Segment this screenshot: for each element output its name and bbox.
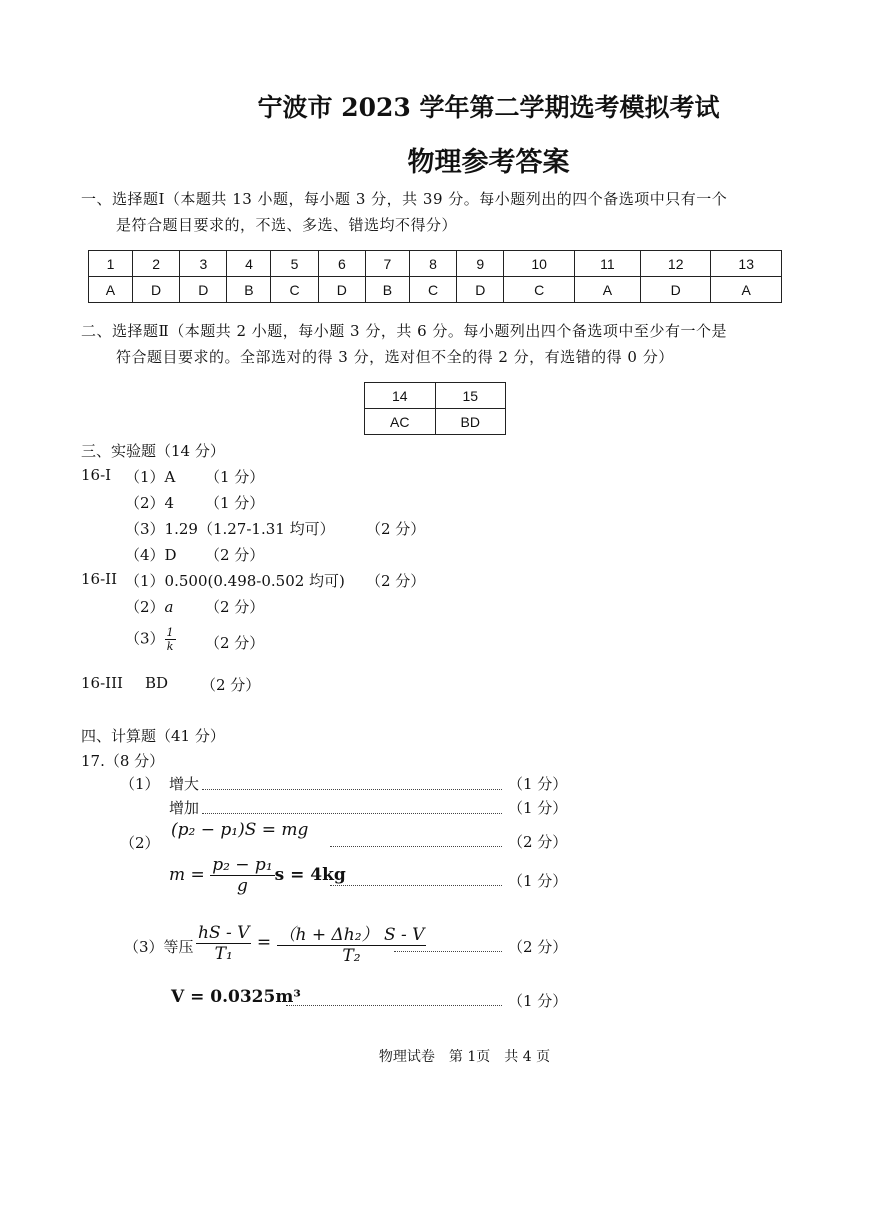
table-row-answers <box>365 409 506 435</box>
item-answer-prefix: （2） <box>125 598 165 616</box>
section3-heading: 三、实验题（14 分） <box>81 442 225 460</box>
page-subtitle: 物理参考答案 <box>407 147 570 178</box>
answer-cell: A <box>711 277 782 303</box>
question-number-cell: 11 <box>574 251 640 277</box>
answer-cell: D <box>640 277 710 303</box>
question-number-cell: 13 <box>711 251 782 277</box>
part-1-answer-a: 增大 <box>169 775 200 793</box>
item-label: 16-I <box>81 466 112 484</box>
item-answer: （4）D <box>125 546 177 564</box>
answer-cell: D <box>457 277 504 303</box>
item-answer-prefix: （3） <box>125 629 165 648</box>
question-17-label: 17.（8 分） <box>81 752 165 770</box>
question-number-cell: 7 <box>365 251 409 277</box>
item-score: （2 分） <box>201 676 261 694</box>
page-title: 宁波市 2023 学年第二学期选考模拟考试 <box>257 93 720 122</box>
item-score: （2 分） <box>205 634 265 652</box>
part-1-number: （1） <box>120 775 160 793</box>
dotted-leader <box>202 789 502 790</box>
item-answer: （3）1.29（1.27-1.31 均可） <box>125 520 335 538</box>
dotted-leader <box>394 951 502 952</box>
answer-cell: B <box>365 277 409 303</box>
dotted-leader <box>202 813 502 814</box>
dotted-leader <box>330 885 502 886</box>
answer-cell: C <box>409 277 456 303</box>
item-score: （1 分） <box>508 872 568 890</box>
variable-a: a <box>164 598 174 616</box>
part-2-number: （2） <box>120 834 160 852</box>
item-score: （2 分） <box>508 833 568 851</box>
question-number-cell: 3 <box>180 251 227 277</box>
answer-cell: BD <box>435 409 506 435</box>
equation-mass <box>169 855 346 896</box>
table-row-numbers <box>365 383 506 409</box>
dotted-leader <box>330 846 502 847</box>
item-score: （2 分） <box>366 572 426 590</box>
item-score: （1 分） <box>508 799 568 817</box>
item-label: 16-II <box>81 570 118 588</box>
section1-instructions-line1: 一、选择题Ⅰ（本题共 13 小题，每小题 3 分，共 39 分。每小题列出的四个备选项中只有一个 <box>81 190 728 208</box>
item-score: （2 分） <box>366 520 426 538</box>
item-label: 16-III <box>81 674 123 692</box>
item-score: （1 分） <box>508 992 568 1010</box>
equals-sign: = <box>256 932 272 953</box>
answer-cell: A <box>89 277 133 303</box>
answer-cell: B <box>227 277 271 303</box>
item-score: （2 分） <box>508 938 568 956</box>
equation-force-balance: (p₂ − p₁)S = mg <box>171 820 309 840</box>
table-row-numbers <box>89 251 782 277</box>
item-answer: （1）0.500(0.498-0.502 均可) <box>125 572 345 590</box>
section2-instructions-line2: 符合题目要求的。全部选对的得 3 分，选对但不全的得 2 分，有选错的得 0 分） <box>116 348 674 366</box>
answer-cell: D <box>132 277 179 303</box>
part-3-number: （3）等压 <box>124 938 194 956</box>
item-answer <box>125 596 174 617</box>
answer-cell: AC <box>365 409 436 435</box>
item-answer: BD <box>145 674 169 692</box>
answer-cell: D <box>180 277 227 303</box>
item-answer: （2）4 <box>125 494 175 512</box>
question-number-cell: 15 <box>435 383 506 409</box>
item-score: （2 分） <box>205 546 265 564</box>
question-number-cell: 9 <box>457 251 504 277</box>
answer-cell: A <box>574 277 640 303</box>
question-number-cell: 1 <box>89 251 133 277</box>
page-footer: 物理试卷 第 1页 共 4 页 <box>378 1049 551 1065</box>
equation-lhs: m = <box>169 865 205 885</box>
item-answer <box>125 626 176 653</box>
answer-cell: C <box>271 277 318 303</box>
item-score: （1 分） <box>205 468 265 486</box>
answer-cell: D <box>318 277 365 303</box>
question-number-cell: 8 <box>409 251 456 277</box>
section4-heading: 四、计算题（41 分） <box>81 727 225 745</box>
item-score: （1 分） <box>205 494 265 512</box>
item-score: （2 分） <box>205 598 265 616</box>
answer-cell: C <box>504 277 574 303</box>
part-1-answer-b: 增加 <box>169 799 200 817</box>
question-number-cell: 5 <box>271 251 318 277</box>
question-number-cell: 10 <box>504 251 574 277</box>
fraction-left: $\frac{hS - V}{\text{T₁}}$ <box>198 922 250 964</box>
table-row-answers <box>89 277 782 303</box>
question-number-cell: 14 <box>365 383 436 409</box>
question-number-cell: 12 <box>640 251 710 277</box>
question-number-cell: 6 <box>318 251 365 277</box>
equation-result: s = 4kg <box>274 865 346 885</box>
section1-instructions-line2: 是符合题目要求的，不选、多选、错选均不得分） <box>116 216 458 234</box>
dotted-leader <box>286 1005 502 1006</box>
equation-isobaric <box>196 920 426 966</box>
fraction-right: $\frac{\text{（h + Δh₂） S - V}}{\text{T₂}}$ <box>277 920 427 966</box>
section2-answer-table <box>364 382 506 435</box>
section2-instructions-line1: 二、选择题Ⅱ（本题共 2 小题，每小题 3 分，共 6 分。每小题列出四个备选项中至少有一个是 <box>81 322 727 340</box>
item-answer: （1）A <box>125 468 176 486</box>
volume-result: V = 0.0325m³ <box>171 987 301 1007</box>
fraction-pressure-over-g: $\frac{\text{p₂ − p₁}}{g}$ <box>212 855 273 896</box>
fraction-1-over-k: $\frac{1}{k}$ <box>166 626 174 653</box>
question-number-cell: 4 <box>227 251 271 277</box>
item-score: （1 分） <box>508 775 568 793</box>
question-number-cell: 2 <box>132 251 179 277</box>
section1-answer-table <box>88 250 782 303</box>
